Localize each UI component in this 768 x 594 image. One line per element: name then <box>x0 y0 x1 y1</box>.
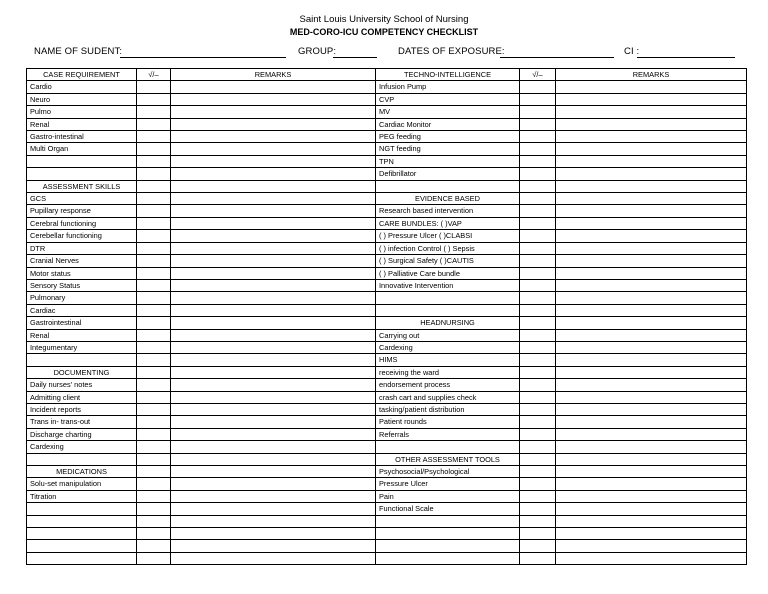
check-cell-right[interactable] <box>520 540 556 552</box>
remarks-cell-right[interactable] <box>556 354 747 366</box>
table-row <box>27 143 747 155</box>
check-cell-left[interactable] <box>137 205 171 217</box>
check-cell-right[interactable] <box>520 528 556 540</box>
case-requirement-cell: Multi Organ <box>27 143 137 155</box>
table-row <box>27 317 747 329</box>
techno-intelligence-cell: CVP <box>376 93 520 105</box>
remarks-cell-left[interactable] <box>171 478 376 490</box>
techno-intelligence-cell: MV <box>376 106 520 118</box>
check-cell-right[interactable] <box>520 366 556 378</box>
techno-intelligence-cell: Cardiac Monitor <box>376 118 520 130</box>
header-remarks-right: REMARKS <box>556 69 747 81</box>
remarks-cell-left[interactable] <box>171 81 376 93</box>
techno-intelligence-cell: Psychosocial/Psychological <box>376 466 520 478</box>
techno-intelligence-cell <box>376 552 520 564</box>
remarks-cell-left[interactable] <box>171 416 376 428</box>
check-cell-left[interactable] <box>137 391 171 403</box>
table-row <box>27 242 747 254</box>
checklist-title: MED-CORO-ICU COMPETENCY CHECKLIST <box>289 27 479 37</box>
techno-intelligence-cell: TPN <box>376 155 520 167</box>
check-cell-right[interactable] <box>520 379 556 391</box>
check-cell-left[interactable] <box>137 490 171 502</box>
dates-of-exposure-label: DATES OF EXPOSURE: <box>398 46 505 57</box>
remarks-cell-left[interactable] <box>171 428 376 440</box>
techno-intelligence-cell <box>376 292 520 304</box>
remarks-cell-left[interactable] <box>171 230 376 242</box>
table-row <box>27 106 747 118</box>
techno-intelligence-cell <box>376 540 520 552</box>
remarks-cell-right[interactable] <box>556 106 747 118</box>
table-body <box>27 81 747 565</box>
remarks-cell-left[interactable] <box>171 279 376 291</box>
check-cell-right[interactable] <box>520 193 556 205</box>
table-row <box>27 131 747 143</box>
table-row <box>27 416 747 428</box>
check-cell-right[interactable] <box>520 93 556 105</box>
check-cell-right[interactable] <box>520 391 556 403</box>
header-case-requirement: CASE REQUIREMENT <box>27 69 137 81</box>
case-requirement-cell: Cranial Nerves <box>27 255 137 267</box>
remarks-cell-left[interactable] <box>171 242 376 254</box>
techno-intelligence-cell <box>376 528 520 540</box>
remarks-cell-left[interactable] <box>171 292 376 304</box>
case-requirement-cell: MEDICATIONS <box>27 466 137 478</box>
check-cell-right[interactable] <box>520 217 556 229</box>
techno-intelligence-cell: HIMS <box>376 354 520 366</box>
case-requirement-cell: Cardexing <box>27 441 137 453</box>
check-cell-left[interactable] <box>137 528 171 540</box>
table-row <box>27 168 747 180</box>
check-cell-left[interactable] <box>137 441 171 453</box>
student-name-field[interactable] <box>120 57 286 58</box>
remarks-cell-right[interactable] <box>556 267 747 279</box>
remarks-cell-right[interactable] <box>556 230 747 242</box>
check-cell-right[interactable] <box>520 255 556 267</box>
case-requirement-cell: Cardio <box>27 81 137 93</box>
techno-intelligence-cell: PEG feeding <box>376 131 520 143</box>
table-row <box>27 118 747 130</box>
remarks-cell-right[interactable] <box>556 255 747 267</box>
remarks-cell-right[interactable] <box>556 466 747 478</box>
check-cell-left[interactable] <box>137 466 171 478</box>
techno-intelligence-cell: ( ) infection Control ( ) Sepsis <box>376 242 520 254</box>
remarks-cell-left[interactable] <box>171 466 376 478</box>
techno-intelligence-cell: Pressure Ulcer <box>376 478 520 490</box>
remarks-cell-left[interactable] <box>171 317 376 329</box>
case-requirement-cell: Pulmonary <box>27 292 137 304</box>
remarks-cell-left[interactable] <box>171 217 376 229</box>
remarks-cell-right[interactable] <box>556 131 747 143</box>
check-cell-right[interactable] <box>520 168 556 180</box>
check-cell-left[interactable] <box>137 155 171 167</box>
check-cell-left[interactable] <box>137 279 171 291</box>
remarks-cell-right[interactable] <box>556 168 747 180</box>
check-cell-right[interactable] <box>520 143 556 155</box>
remarks-cell-left[interactable] <box>171 118 376 130</box>
table-row <box>27 366 747 378</box>
remarks-cell-right[interactable] <box>556 180 747 192</box>
remarks-cell-right[interactable] <box>556 242 747 254</box>
techno-intelligence-cell <box>376 441 520 453</box>
techno-intelligence-cell: ( ) Pressure Ulcer ( )CLABSI <box>376 230 520 242</box>
remarks-cell-right[interactable] <box>556 317 747 329</box>
check-cell-left[interactable] <box>137 193 171 205</box>
remarks-cell-right[interactable] <box>556 515 747 527</box>
check-cell-left[interactable] <box>137 304 171 316</box>
check-cell-left[interactable] <box>137 180 171 192</box>
case-requirement-cell <box>27 453 137 465</box>
remarks-cell-right[interactable] <box>556 503 747 515</box>
techno-intelligence-cell: Cardexing <box>376 341 520 353</box>
table-row <box>27 155 747 167</box>
techno-intelligence-cell: Functional Scale <box>376 503 520 515</box>
check-cell-left[interactable] <box>137 416 171 428</box>
table-row <box>27 503 747 515</box>
check-cell-left[interactable] <box>137 478 171 490</box>
table-row <box>27 180 747 192</box>
check-cell-left[interactable] <box>137 341 171 353</box>
remarks-cell-left[interactable] <box>171 304 376 316</box>
table-row <box>27 230 747 242</box>
remarks-cell-right[interactable] <box>556 118 747 130</box>
techno-intelligence-cell <box>376 515 520 527</box>
check-cell-right[interactable] <box>520 317 556 329</box>
check-cell-left[interactable] <box>137 366 171 378</box>
check-cell-left[interactable] <box>137 292 171 304</box>
techno-intelligence-cell: NGT feeding <box>376 143 520 155</box>
techno-intelligence-cell: Defibrillator <box>376 168 520 180</box>
case-requirement-cell: Trans in- trans-out <box>27 416 137 428</box>
case-requirement-cell: Cerebellar functioning <box>27 230 137 242</box>
remarks-cell-left[interactable] <box>171 366 376 378</box>
check-cell-right[interactable] <box>520 354 556 366</box>
check-cell-left[interactable] <box>137 230 171 242</box>
case-requirement-cell: Discharge charting <box>27 428 137 440</box>
table-row <box>27 453 747 465</box>
remarks-cell-right[interactable] <box>556 490 747 502</box>
remarks-cell-left[interactable] <box>171 329 376 341</box>
table-row <box>27 441 747 453</box>
ci-field[interactable] <box>637 57 735 58</box>
case-requirement-cell: Gastro-intestinal <box>27 131 137 143</box>
table-row <box>27 478 747 490</box>
check-cell-left[interactable] <box>137 143 171 155</box>
group-field[interactable] <box>333 57 377 58</box>
check-cell-right[interactable] <box>520 466 556 478</box>
case-requirement-cell: Daily nurses' notes <box>27 379 137 391</box>
case-requirement-cell: Pupillary response <box>27 205 137 217</box>
remarks-cell-right[interactable] <box>556 155 747 167</box>
table-row <box>27 267 747 279</box>
remarks-cell-left[interactable] <box>171 441 376 453</box>
techno-intelligence-cell: Pain <box>376 490 520 502</box>
check-cell-left[interactable] <box>137 503 171 515</box>
remarks-cell-right[interactable] <box>556 193 747 205</box>
header-check-right: √/– <box>520 69 556 81</box>
check-cell-right[interactable] <box>520 441 556 453</box>
check-cell-left[interactable] <box>137 118 171 130</box>
techno-intelligence-cell: EVIDENCE BASED <box>376 193 520 205</box>
table-row <box>27 466 747 478</box>
table-row <box>27 193 747 205</box>
techno-intelligence-cell: OTHER ASSESSMENT TOOLS <box>376 453 520 465</box>
case-requirement-cell: Sensory Status <box>27 279 137 291</box>
remarks-cell-right[interactable] <box>556 329 747 341</box>
check-cell-right[interactable] <box>520 292 556 304</box>
remarks-cell-left[interactable] <box>171 143 376 155</box>
table-row <box>27 540 747 552</box>
techno-intelligence-cell: Patient rounds <box>376 416 520 428</box>
table-row <box>27 391 747 403</box>
case-requirement-cell: Neuro <box>27 93 137 105</box>
check-cell-right[interactable] <box>520 329 556 341</box>
check-cell-right[interactable] <box>520 490 556 502</box>
ci-label: CI : <box>624 46 640 57</box>
check-cell-right[interactable] <box>520 453 556 465</box>
check-cell-left[interactable] <box>137 131 171 143</box>
table-row <box>27 354 747 366</box>
techno-intelligence-cell: Infusion Pump <box>376 81 520 93</box>
table-row <box>27 403 747 415</box>
remarks-cell-right[interactable] <box>556 403 747 415</box>
remarks-cell-right[interactable] <box>556 292 747 304</box>
check-cell-left[interactable] <box>137 428 171 440</box>
table-header-row <box>27 69 747 81</box>
case-requirement-cell <box>27 528 137 540</box>
remarks-cell-right[interactable] <box>556 304 747 316</box>
remarks-cell-right[interactable] <box>556 205 747 217</box>
remarks-cell-right[interactable] <box>556 143 747 155</box>
check-cell-left[interactable] <box>137 552 171 564</box>
case-requirement-cell <box>27 540 137 552</box>
techno-intelligence-cell: ( ) Palliative Care bundle <box>376 267 520 279</box>
remarks-cell-right[interactable] <box>556 428 747 440</box>
check-cell-right[interactable] <box>520 416 556 428</box>
remarks-cell-left[interactable] <box>171 168 376 180</box>
remarks-cell-right[interactable] <box>556 391 747 403</box>
remarks-cell-right[interactable] <box>556 81 747 93</box>
header-techno-intelligence: TECHNO-INTELLIGENCE <box>376 69 520 81</box>
check-cell-right[interactable] <box>520 155 556 167</box>
case-requirement-cell: Renal <box>27 329 137 341</box>
school-name: Saint Louis University School of Nursing <box>299 14 469 25</box>
case-requirement-cell: Gastrointestinal <box>27 317 137 329</box>
remarks-cell-right[interactable] <box>556 379 747 391</box>
table-row <box>27 490 747 502</box>
check-cell-left[interactable] <box>137 106 171 118</box>
check-cell-right[interactable] <box>520 230 556 242</box>
check-cell-left[interactable] <box>137 93 171 105</box>
techno-intelligence-cell <box>376 180 520 192</box>
check-cell-right[interactable] <box>520 403 556 415</box>
techno-intelligence-cell: Research based intervention <box>376 205 520 217</box>
table-row <box>27 552 747 564</box>
check-cell-left[interactable] <box>137 329 171 341</box>
check-cell-right[interactable] <box>520 131 556 143</box>
remarks-cell-left[interactable] <box>171 106 376 118</box>
check-cell-right[interactable] <box>520 552 556 564</box>
case-requirement-cell: Admitting client <box>27 391 137 403</box>
check-cell-left[interactable] <box>137 242 171 254</box>
check-cell-right[interactable] <box>520 515 556 527</box>
check-cell-left[interactable] <box>137 453 171 465</box>
table-row <box>27 217 747 229</box>
check-cell-left[interactable] <box>137 217 171 229</box>
remarks-cell-right[interactable] <box>556 341 747 353</box>
case-requirement-cell: DOCUMENTING <box>27 366 137 378</box>
case-requirement-cell: Cardiac <box>27 304 137 316</box>
check-cell-left[interactable] <box>137 354 171 366</box>
remarks-cell-left[interactable] <box>171 193 376 205</box>
check-cell-left[interactable] <box>137 255 171 267</box>
remarks-cell-left[interactable] <box>171 552 376 564</box>
check-cell-right[interactable] <box>520 428 556 440</box>
case-requirement-cell: Renal <box>27 118 137 130</box>
remarks-cell-right[interactable] <box>556 279 747 291</box>
check-cell-left[interactable] <box>137 317 171 329</box>
remarks-cell-right[interactable] <box>556 366 747 378</box>
header-remarks-left: REMARKS <box>171 69 376 81</box>
remarks-cell-left[interactable] <box>171 379 376 391</box>
case-requirement-cell: Pulmo <box>27 106 137 118</box>
remarks-cell-left[interactable] <box>171 453 376 465</box>
remarks-cell-left[interactable] <box>171 515 376 527</box>
case-requirement-cell: Motor status <box>27 267 137 279</box>
remarks-cell-left[interactable] <box>171 255 376 267</box>
check-cell-right[interactable] <box>520 180 556 192</box>
table-row <box>27 379 747 391</box>
techno-intelligence-cell: CARE BUNDLES: ( )VAP <box>376 217 520 229</box>
check-cell-right[interactable] <box>520 341 556 353</box>
competency-table <box>26 68 747 565</box>
remarks-cell-left[interactable] <box>171 540 376 552</box>
remarks-cell-right[interactable] <box>556 217 747 229</box>
check-cell-right[interactable] <box>520 242 556 254</box>
table-row <box>27 93 747 105</box>
table-row <box>27 304 747 316</box>
check-cell-right[interactable] <box>520 304 556 316</box>
case-requirement-cell: Cerebral functioning <box>27 217 137 229</box>
remarks-cell-left[interactable] <box>171 267 376 279</box>
remarks-cell-left[interactable] <box>171 155 376 167</box>
table-row <box>27 279 747 291</box>
table-row <box>27 81 747 93</box>
remarks-cell-left[interactable] <box>171 341 376 353</box>
check-cell-left[interactable] <box>137 379 171 391</box>
techno-intelligence-cell: Referrals <box>376 428 520 440</box>
techno-intelligence-cell: ( ) Surgical Safety ( )CAUTIS <box>376 255 520 267</box>
check-cell-right[interactable] <box>520 205 556 217</box>
techno-intelligence-cell: tasking/patient distribution <box>376 403 520 415</box>
case-requirement-cell <box>27 354 137 366</box>
case-requirement-cell: Titration <box>27 490 137 502</box>
table-row <box>27 255 747 267</box>
table-row <box>27 515 747 527</box>
check-cell-left[interactable] <box>137 267 171 279</box>
remarks-cell-left[interactable] <box>171 93 376 105</box>
header-check-left: √/– <box>137 69 171 81</box>
check-cell-right[interactable] <box>520 478 556 490</box>
remarks-cell-right[interactable] <box>556 478 747 490</box>
check-cell-right[interactable] <box>520 279 556 291</box>
table-row <box>27 341 747 353</box>
techno-intelligence-cell: endorsement process <box>376 379 520 391</box>
techno-intelligence-cell: crash cart and supplies check <box>376 391 520 403</box>
remarks-cell-right[interactable] <box>556 416 747 428</box>
table-row <box>27 428 747 440</box>
check-cell-right[interactable] <box>520 106 556 118</box>
check-cell-right[interactable] <box>520 118 556 130</box>
table-row <box>27 205 747 217</box>
check-cell-left[interactable] <box>137 81 171 93</box>
remarks-cell-right[interactable] <box>556 540 747 552</box>
techno-intelligence-cell <box>376 304 520 316</box>
check-cell-left[interactable] <box>137 540 171 552</box>
remarks-cell-right[interactable] <box>556 552 747 564</box>
remarks-cell-right[interactable] <box>556 528 747 540</box>
check-cell-left[interactable] <box>137 168 171 180</box>
case-requirement-cell <box>27 155 137 167</box>
remarks-cell-left[interactable] <box>171 391 376 403</box>
case-requirement-cell: Solu-set manipulation <box>27 478 137 490</box>
remarks-cell-left[interactable] <box>171 205 376 217</box>
remarks-cell-left[interactable] <box>171 180 376 192</box>
case-requirement-cell: GCS <box>27 193 137 205</box>
table-row <box>27 292 747 304</box>
case-requirement-cell <box>27 168 137 180</box>
case-requirement-cell <box>27 503 137 515</box>
case-requirement-cell <box>27 552 137 564</box>
case-requirement-cell: ASSESSMENT SKILLS <box>27 180 137 192</box>
case-requirement-cell: DTR <box>27 242 137 254</box>
dates-of-exposure-field[interactable] <box>500 57 614 58</box>
remarks-cell-left[interactable] <box>171 354 376 366</box>
student-name-label: NAME OF SUDENT: <box>34 46 123 57</box>
techno-intelligence-cell: receiving the ward <box>376 366 520 378</box>
remarks-cell-right[interactable] <box>556 453 747 465</box>
group-label: GROUP: <box>298 46 337 57</box>
remarks-cell-right[interactable] <box>556 441 747 453</box>
remarks-cell-right[interactable] <box>556 93 747 105</box>
check-cell-left[interactable] <box>137 515 171 527</box>
case-requirement-cell <box>27 515 137 527</box>
table-row <box>27 528 747 540</box>
check-cell-right[interactable] <box>520 503 556 515</box>
check-cell-right[interactable] <box>520 267 556 279</box>
check-cell-right[interactable] <box>520 81 556 93</box>
case-requirement-cell: Incident reports <box>27 403 137 415</box>
techno-intelligence-cell: Carrying out <box>376 329 520 341</box>
remarks-cell-left[interactable] <box>171 131 376 143</box>
check-cell-left[interactable] <box>137 403 171 415</box>
remarks-cell-left[interactable] <box>171 503 376 515</box>
table-row <box>27 329 747 341</box>
remarks-cell-left[interactable] <box>171 528 376 540</box>
remarks-cell-left[interactable] <box>171 403 376 415</box>
remarks-cell-left[interactable] <box>171 490 376 502</box>
techno-intelligence-cell: Innovative Intervention <box>376 279 520 291</box>
case-requirement-cell: Integumentary <box>27 341 137 353</box>
techno-intelligence-cell: HEADNURSING <box>376 317 520 329</box>
